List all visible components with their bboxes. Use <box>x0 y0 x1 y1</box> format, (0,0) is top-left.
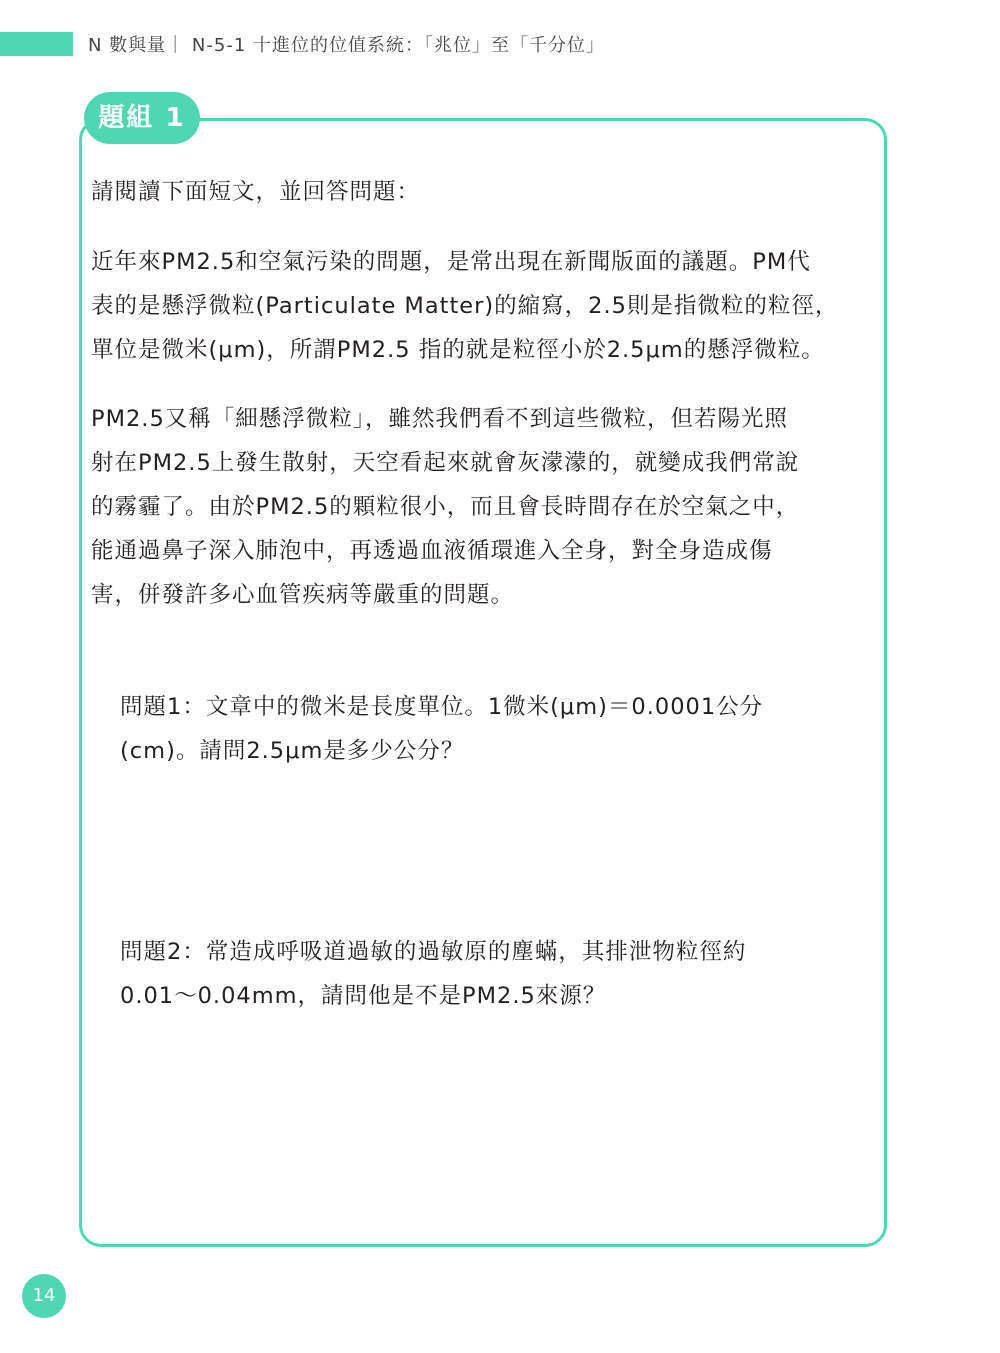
running-header: N 數與量｜ N-5-1 十進位的位值系統：「兆位」至「千分位」 <box>88 35 605 56</box>
passage-line: 的霧霾了。由於PM2.5的顆粒很小，而且會長時間存在於空氣之中， <box>91 494 800 520</box>
page-number: 14 <box>22 1274 66 1318</box>
passage-line: 單位是微米(μm)，所謂PM2.5 指的就是粒徑小於2.5μm的懸浮微粒。 <box>91 337 825 363</box>
question-set-badge: 題組 1 <box>84 92 200 144</box>
question-line: 問題2：常造成呼吸道過敏的過敏原的塵蟎，其排泄物粒徑約 <box>120 939 747 965</box>
passage-line: 射在PM2.5上發生散射，天空看起來就會灰濛濛的，就變成我們常說 <box>91 450 800 476</box>
passage-paragraph-2 <box>91 397 799 617</box>
reading-prompt <box>91 170 420 214</box>
passage-line: 能通過鼻子深入肺泡中，再透過血液循環進入全身，對全身造成傷 <box>91 538 773 564</box>
passage-line: PM2.5又稱「細懸浮微粒」，雖然我們看不到這些微粒，但若陽光照 <box>91 406 789 432</box>
question-1 <box>120 685 763 773</box>
question-line: 問題1：文章中的微米是長度單位。1微米(μm)＝0.0001公分 <box>120 694 764 720</box>
question-2 <box>120 930 746 1018</box>
passage-paragraph-1 <box>91 240 838 372</box>
passage-line: 近年來PM2.5和空氣污染的問題，是常出現在新聞版面的議題。PM代 <box>91 249 811 275</box>
header-accent-bar <box>0 32 73 56</box>
passage-line: 表的是懸浮微粒(Particulate Matter)的縮寫，2.5則是指微粒的粒徑， <box>91 293 839 319</box>
question-line: 0.01～0.04mm，請問他是不是PM2.5來源？ <box>120 983 607 1009</box>
question-line: (cm)。請問2.5μm是多少公分？ <box>120 738 465 764</box>
passage-line: 害，併發許多心血管疾病等嚴重的問題。 <box>91 582 515 608</box>
prompt-line: 請閱讀下面短文，並回答問題： <box>91 179 421 205</box>
